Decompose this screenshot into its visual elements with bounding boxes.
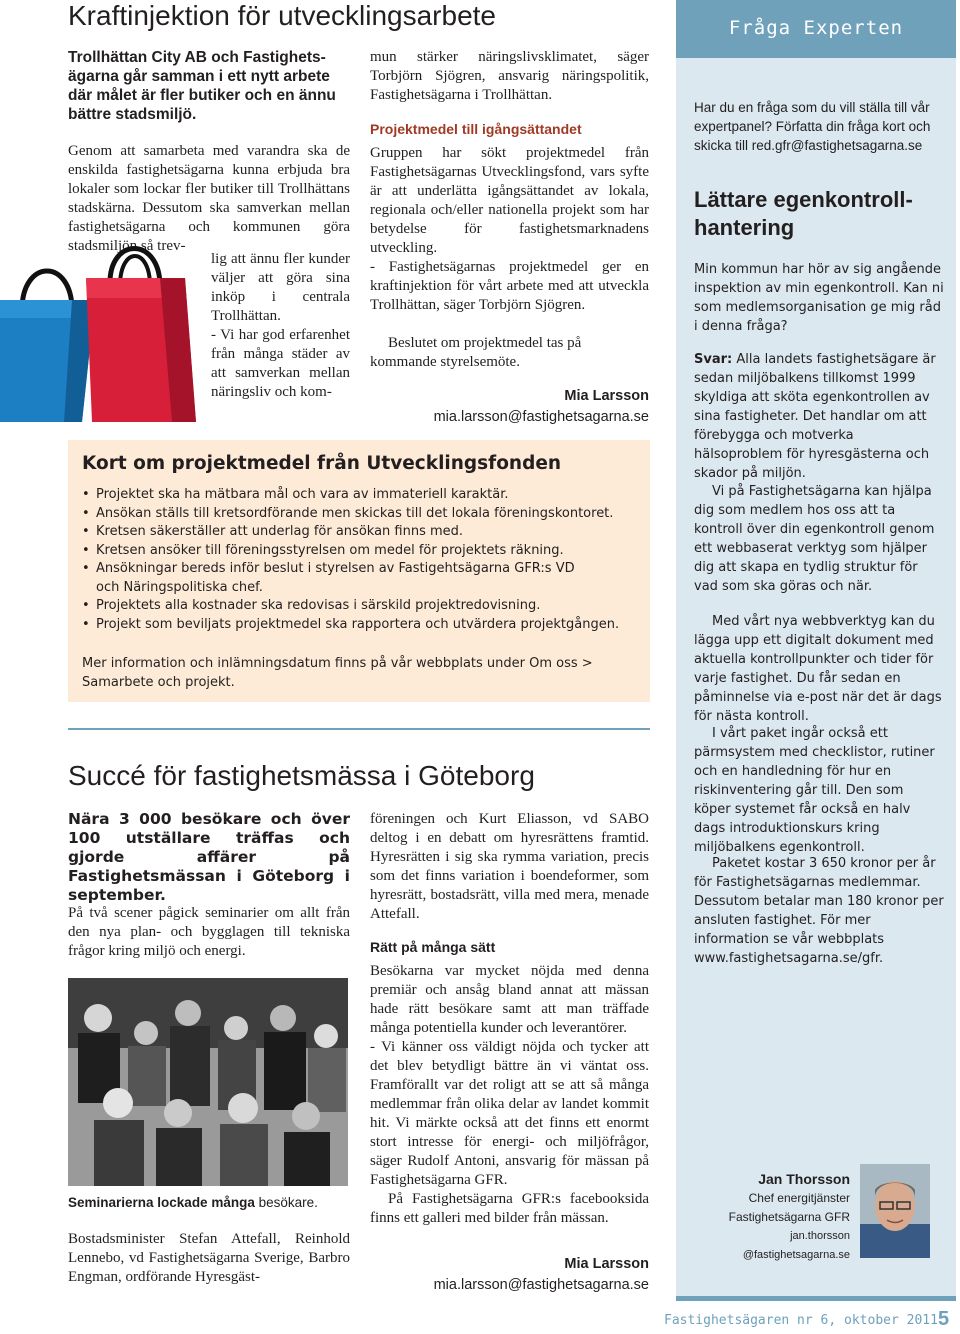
article1-quote: - Vi har god erfarenhet från många städer av att samverkan mellan näringsliv och kom- [211,327,350,400]
article2-email[interactable]: mia.larsson@fastighetsagarna.se [433,1277,649,1293]
article2-quote: - Vi känner oss väldigt nöjda och tycker att det blev betydligt bättre än vi väntat oss. Framförallt var det roligt att se att så många medlemmar från olika delar av landet kommit hit. Vi märkte också att det finns ett enormt stort intresse för energi- och miljöfrågor, säger Rudolf Antoni, ansvarig för mässan på Fastighetsägarna GFR. [370,1039,649,1188]
factbox [68,440,650,702]
list-item: • Projektets alla kostnader ska redovisas i särskild projektredovisning. [80,597,640,616]
factbox-title: Kort om projektmedel från Utvecklingsfonden [82,453,562,474]
factbox-more-info: Mer information och inlämningsdatum finns på vår webbplats under Om oss > Samarbete och projekt. [82,656,593,690]
sidebar-question: Min kommun har hör av sig angående inspektion av min egenkontroll. Kan ni som medlemsorganisation ge mig råd i denna fråga? [694,262,944,334]
expert-email-domain[interactable]: @fastighetsagarna.se [742,1249,850,1261]
article1-lead: Trollhättan City AB och Fastighets-ägarna går samman i ett nytt arbete där målet är fler butiker och en ännu bättre stadsmiljö. [68,49,336,123]
list-item: • Ansökan ställs till kretsordförande men skickas till det lokala föreningskontoret. [80,505,640,524]
article1-title: Kraftinjektion för utvecklingsarbete [68,0,496,31]
sidebar-title: Lättare egenkontroll-hantering [694,187,913,240]
answer-label: Svar: [694,352,733,367]
article2-paragraph: På Fastighetsägarna GFR:s facebooksida finns ett galleri med bilder från mässan. [370,1191,649,1226]
article2-paragraph: Besökarna var mycket nöjda med denna premiär och ansåg bland annat att mässan hade rätt besökare samt att man träffade många potentiella kunder och leverantörer. [370,963,649,1036]
expert-email-user[interactable]: jan.thorsson [790,1230,850,1242]
article1-quote: - Fastighetsägarnas projektmedel ger en kraftinjektion för vårt arbete med att utveckla Trollhättan, säger Torbjörn Sjögren. [370,259,649,313]
shopping-bags-illustration [0,238,210,424]
article1-paragraph: lig att ännu fler kunder väljer att göra sina inköp i centrala Trollhättan. [211,251,350,324]
photo-caption [68,1194,350,1212]
list-item: • Projekt som beviljats projektmedel ska rapportera och utvärdera projektgången. [80,616,640,635]
answer-text: Alla landets fastighetsägare är sedan miljöbalkens tillkomst 1999 skyldiga att sköta egenkontrollen av sina fastigheter. Det handlar om att förebygga och motverka hälsoproblem för hyresgästerna och skador på miljön. [694,352,936,481]
sidebar-answer-paragraph: I vårt paket ingår också ett pärmsystem med checklistor, rutiner och en handledning för hur en riskinventering går till. Den som köper systemet får också en halv dags introduktionskurs kring miljöbalkens egenkontroll. [694,726,935,855]
factbox-list [80,486,640,634]
article1-paragraph: mun stärker näringslivsklimatet, säger Torbjörn Sjögren, ansvarig näringspolitik, Fastighetsägarna i Trollhättan. [370,49,649,103]
footer-rule [676,1296,956,1301]
article1-paragraph: Genom att samarbeta med varandra ska de enskilda fastighetsägarna kunna erbjuda bra lokaler som lockar fler butiker till Trollhättans stadskärna. Dessutom ska samverkan mellan fastighetsägarna och kommunen göra stadsmiljön så trev- [68,143,350,254]
article1-subhead: Projektmedel till igångsättandet [370,121,582,137]
list-item: • Kretsen ansöker till föreningsstyrelsen om medel för projektets räkning. [80,542,640,561]
footer-publication: Fastighetsägaren nr 6, oktober 2011 [664,1313,938,1328]
article2-title: Succé för fastighetsmässa i Göteborg [68,760,535,791]
article2-paragraph: föreningen och Kurt Eliasson, vd SABO deltog i en debatt om hyresrättens framtid. Hyresrätten i sig ska rymma variation, precis som det finns variation i boendeformer, som hyresrätt, bostadsrätt, villa med mera, menade Attefall. [370,811,649,922]
sidebar-answer-paragraph: Paketet kostar 3 650 kronor per år för Fastighetsägarnas medlemmar. Dessutom betalar man 180 kronor per ansluten fastighet. För mer information se vår webbplats www.fastighetsagarna.se/gfr. [694,856,944,966]
sidebar-answer-paragraph: Vi på Fastighetsägarna kan hjälpa dig som medlem hos oss att ta kontroll över din egenkontroll genom ett webbaserat verktyg som hjälper dig att skapa en tydlig struktur för vad som ska göras och när. [694,484,935,594]
expert-org: Fastighetsägarna GFR [728,1210,850,1224]
article1-author: Mia Larsson [564,388,649,404]
expert-portrait [860,1164,930,1258]
page-number: 5 [938,1308,950,1330]
divider [68,728,650,730]
expert-name: Jan Thorsson [758,1171,850,1187]
list-item: • Ansökningar bereds inför beslut i styrelsen av Fastigehtsägarna GFR:s VD och Näringspolitiska chef. [80,560,586,597]
article2-author: Mia Larsson [564,1256,649,1272]
article2-subhead: Rätt på många sätt [370,939,496,955]
blue-bag-icon [0,271,95,422]
article1-email[interactable]: mia.larsson@fastighetsagarna.se [433,409,649,425]
article2-lead: Nära 3 000 besökare och över 100 utställare träffas och gjorde affärer på Fastighetsmässan i Göteborg i september. [68,810,350,904]
sidebar-answer-paragraph: Med vårt nya webbverktyg kan du lägga upp ett digitalt dokument med aktuella kontrollpunkter och tider för varje fastighet. Du får sedan en påminnelse via e-post när det är dags för nästa kontroll. [694,614,942,724]
article1-paragraph: Beslutet om projektmedel tas på kommande styrelsemöte. [370,335,582,370]
caption-bold: Seminarierna lockade många [68,1195,255,1210]
article2-paragraph: På två scener pågick seminarier om allt från den nya plan- och bygglagen till tekniska frågor kring miljö och energi. [68,905,350,959]
sidebar-ask-the-expert [676,0,956,1296]
expert-role: Chef energitjänster [748,1191,850,1205]
sidebar-header: Fråga Experten [676,0,956,58]
caption-rest: besökare. [254,1195,318,1210]
article1-paragraph: Gruppen har sökt projektmedel från Fastighetsägarnas Utvecklingsfond, vars syfte är att underlätta igångsättandet av lokala, regionala och/eller nationella projekt som har betydelse för fastighetsmarknadens utveckling. [370,145,649,256]
sidebar-intro: Har du en fråga som du vill ställa till vår expertpanel? Författa din fråga kort och skicka till red.gfr@fastighetsagarna.se [694,100,931,153]
list-item: • Projektet ska ha mätbara mål och vara av immateriell karaktär. [80,486,640,505]
list-item: • Kretsen säkerställer att underlag för ansökan finns med. [80,523,640,542]
sidebar-answer [694,350,944,483]
expert-contact [712,1170,850,1265]
red-bag-icon [86,249,196,423]
seminar-photo [68,978,348,1186]
article2-paragraph: Bostadsminister Stefan Attefall, Reinhold Lennebo, vd Fastighetsägarna Sverige, Barbro Engman, ordförande Hyresgäst- [68,1231,350,1285]
